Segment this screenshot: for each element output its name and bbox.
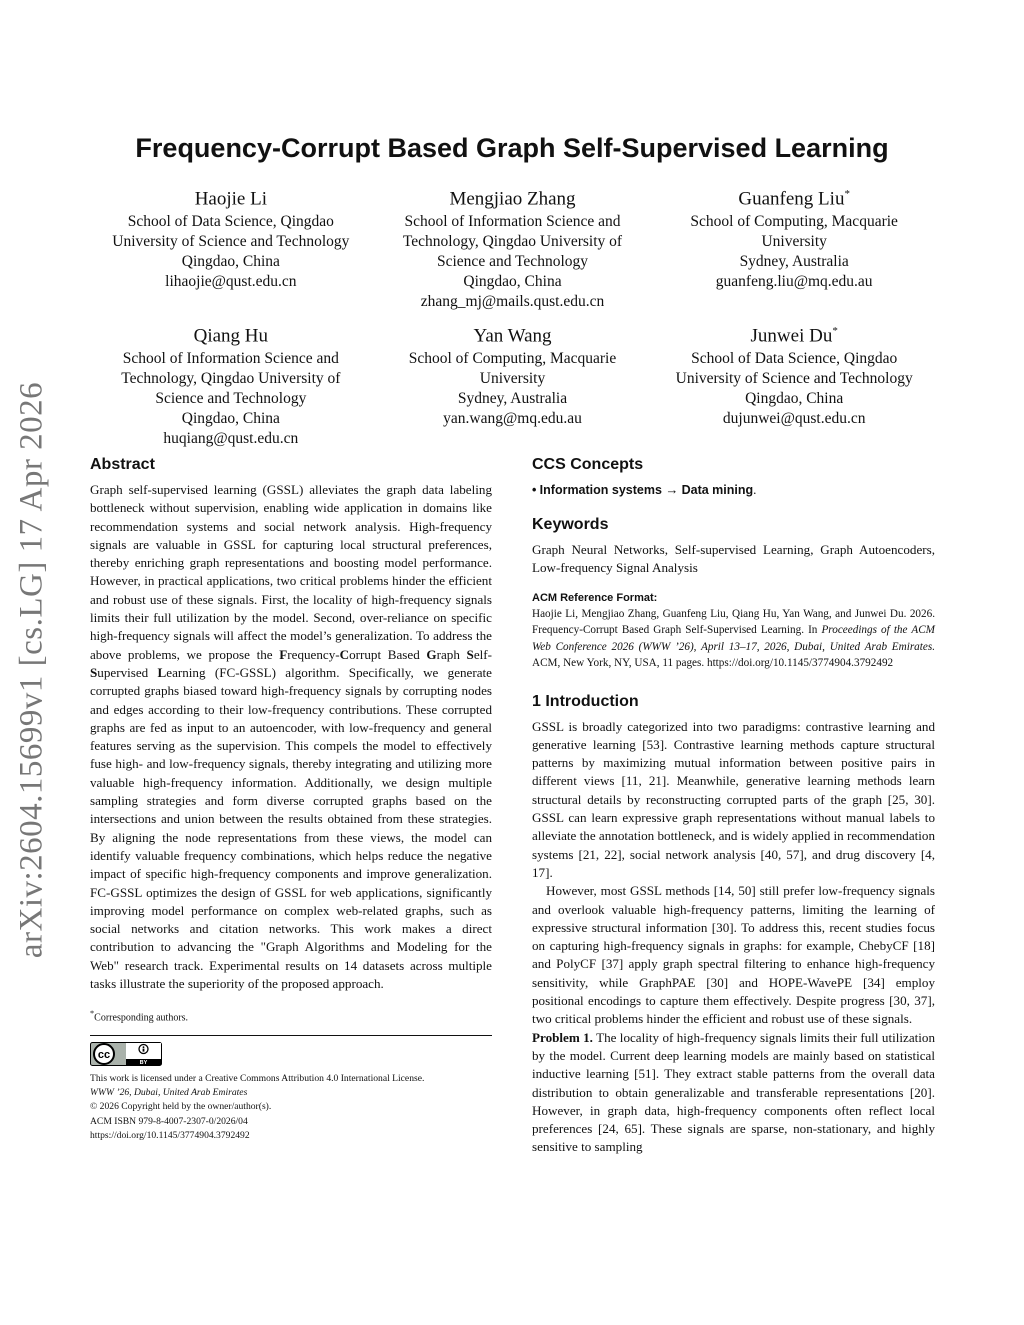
problem-paragraph: Problem 1. The locality of high-frequency signals limits their full utilization by the model. Current deep learning models are mainly based on statistical inductive learning [51]. They extract stable patterns from the overall data distribution to obtain generalizable and transferable representations [20]. However, in graph data, high-frequency components often reflect local preferences [24, 65]. These signals are sparse, non-stationary, and highly sensitive to sampling — [532, 1029, 935, 1155]
author-email: zhang_mj@mails.qust.edu.cn — [420, 293, 605, 311]
author-affiliation: School of Information Science and — [404, 213, 621, 231]
author-block-row-2 — [90, 319, 935, 449]
author-card — [653, 182, 935, 312]
author-affiliation: School of Data Science, Qingdao — [691, 350, 898, 368]
intro-paragraph: However, most GSSL methods [14, 50] still prefer low-frequency signals and overlook valuable high-frequency patterns, limiting the learning of expressive structural information [30]. To address this, recent studies focus on capturing high-frequency signals in graphs: for example, ChebyCF [18] and PolyCF [37] apply graph spectral filtering to enhance high-frequency sensitivity, while GraphPAE [30] and HOPE-WavePE [34] employ positional encodings to capture them effectively. Despite progress [30, 37], two critical problems hinder the efficient and robust use of these signals. — [532, 883, 935, 1027]
author-affiliation: University of Science and Technology — [675, 370, 913, 388]
author-name: Haojie Li — [194, 188, 267, 210]
creative-commons-icon — [90, 1042, 162, 1066]
author-affiliation: University of Science and Technology — [112, 233, 350, 251]
author-affiliation: Qingdao, China — [745, 390, 844, 408]
license-statement: This work is licensed under a Creative Commons Attribution 4.0 International License. — [90, 1072, 425, 1084]
author-name: Qiang Hu — [193, 325, 269, 347]
author-affiliation: School of Computing, Macquarie — [408, 350, 617, 368]
author-name: Guanfeng Liu* — [738, 188, 850, 210]
author-affiliation: Technology, Qingdao University of — [402, 233, 623, 251]
ccs-concepts: • Information systems → Data mining. — [532, 482, 757, 497]
svg-text:cc: cc — [97, 1048, 111, 1061]
author-affiliation: Sydney, Australia — [457, 390, 568, 408]
cc-by-badge[interactable] — [90, 1042, 162, 1066]
arxiv-identifier: arXiv:2604.15699v1 [cs.LG] 17 Apr 2026 — [13, 381, 50, 959]
author-affiliation: University — [761, 233, 827, 251]
author-affiliation: Technology, Qingdao University of — [121, 370, 341, 388]
reference-format: Haojie Li, Mengjiao Zhang, Guanfeng Liu, Qiang Hu, Yan Wang, and Junwei Du. 2026. Frequency-Corrupt Based Graph Self-Supervised Learning. In Proceedings of the ACM Web Conference 2026 (WWW ’26), April 13–17, 2026, Dubai, United Arab Emirates. ACM, New York, NY, USA, 11 pages. https://doi.org/10.1145/3774904.3792492 — [532, 607, 935, 670]
author-name: Mengjiao Zhang — [449, 188, 576, 210]
intro-paragraph: GSSL is broadly categorized into two paradigms: contrastive learning and generative learning [53]. Contrastive learning methods capture structural patterns by maximizing mutual information between positive pairs in different views [11, 21]. Meanwhile, generative learning methods learn structural details by reconstructing corrupted parts of the graph [25, 30]. GSSL can learn expressive graph representations without manual labels to alleviate the annotation bottleneck, and is widely applied in recommendation systems [21, 22], social network analysis [40, 57], and drug discovery [4, 17]. — [532, 718, 935, 880]
author-card — [653, 319, 935, 449]
author-card — [90, 182, 372, 312]
author-card — [372, 182, 654, 312]
author-email: yan.wang@mq.edu.au — [443, 410, 582, 428]
abstract-heading: Abstract — [90, 456, 155, 473]
author-affiliation: Qingdao, China — [181, 410, 280, 428]
ccs-heading: CCS Concepts — [532, 456, 644, 473]
author-affiliation: School of Data Science, Qingdao — [127, 213, 334, 231]
author-email: huqiang@qust.edu.cn — [163, 430, 299, 448]
author-email: guanfeng.liu@mq.edu.au — [715, 273, 873, 291]
right-column — [532, 455, 935, 1157]
author-name: Yan Wang — [473, 325, 552, 347]
author-name: Junwei Du* — [750, 325, 838, 347]
author-affiliation: School of Information Science and — [122, 350, 339, 368]
author-affiliation: Science and Technology — [437, 253, 588, 271]
footnote-rule — [90, 1035, 492, 1036]
author-affiliation: Science and Technology — [155, 390, 307, 408]
corresponding-footnote: *Corresponding authors. — [90, 1009, 189, 1024]
author-affiliation: Sydney, Australia — [739, 253, 849, 271]
keywords-text: Graph Neural Networks, Self-supervised Learning, Graph Autoencoders, Low-frequency Signal Analysis — [532, 542, 935, 576]
license-block — [90, 1072, 492, 1143]
paper-title: Frequency-Corrupt Based Graph Self-Supervised Learning — [135, 133, 889, 163]
reference-heading: ACM Reference Format: — [532, 591, 658, 604]
author-affiliation: University — [479, 370, 546, 388]
author-block-row-1 — [90, 182, 935, 312]
doi-link[interactable]: https://doi.org/10.1145/3774904.3792492 — [90, 1129, 250, 1141]
author-card — [90, 319, 372, 449]
introduction-heading: 1 Introduction — [532, 692, 639, 710]
author-email: lihaojie@qust.edu.cn — [165, 273, 297, 291]
author-card — [372, 319, 654, 449]
author-affiliation: Qingdao, China — [181, 253, 280, 271]
author-email: dujunwei@qust.edu.cn — [722, 410, 866, 428]
author-affiliation: School of Computing, Macquarie — [690, 213, 898, 231]
isbn: ACM ISBN 979-8-4007-2307-0/2026/04 — [90, 1115, 248, 1127]
arxiv-sidebar — [12, 370, 52, 970]
abstract-text: Graph self-supervised learning (GSSL) alleviates the graph data labeling bottleneck without supervision, enabling wide application in domains like recommendation systems and social network analysis. High-frequency signals are valuable in GSSL for capturing local structural preferences, thereby enriching graph representations and boosting model performance. However, in practical applications, two critical problems hinder the efficient and robust use of these signals. First, the locality of high-frequency signals limits their full utilization by the model. Second, over-reliance on specific high-frequency signals will affect the model’s generalization. To address the above problems, we propose the Frequency-Corrupt Based Graph Self-Supervised Learning (FC-GSSL) algorithm. Specifically, we generate corrupted graphs biased toward high-frequency signals by corrupting nodes and edges according to their low-frequency contributions. These corrupted graphs are fed as input to an autoencoder, with low-frequency and general features serving as the supervision. This compels the model to effectively fuse high- and low-frequency signals, thereby integrating and utilizing more valuable high-frequency information. Additionally, we design multiple sampling strategies and form diverse corrupted graphs based on the intersections and union between the results obtained from these strategies. By aligning the node representations from these views, the model can identify valuable frequency combinations, which helps reduce the negative impact of specific high-frequency components and improve generalization. FC-GSSL optimizes the design of GSSL for web applications, significantly improving model performance on complex web-related graphs, such as social networks and citation networks. This work makes a direct contribution to advancing the "Graph Algorithms and Modeling for the Web" research track. Experimental results on 14 datasets across multiple tasks illustrate the superiority of the proposed approach. — [90, 482, 493, 992]
venue: WWW ’26, Dubai, United Arab Emirates — [90, 1086, 248, 1098]
author-affiliation: Qingdao, China — [463, 273, 562, 291]
keywords-heading: Keywords — [532, 516, 609, 533]
copyright: © 2026 Copyright held by the owner/author(s). — [90, 1101, 272, 1113]
left-column — [90, 455, 492, 1143]
svg-text:BY: BY — [139, 1059, 148, 1066]
